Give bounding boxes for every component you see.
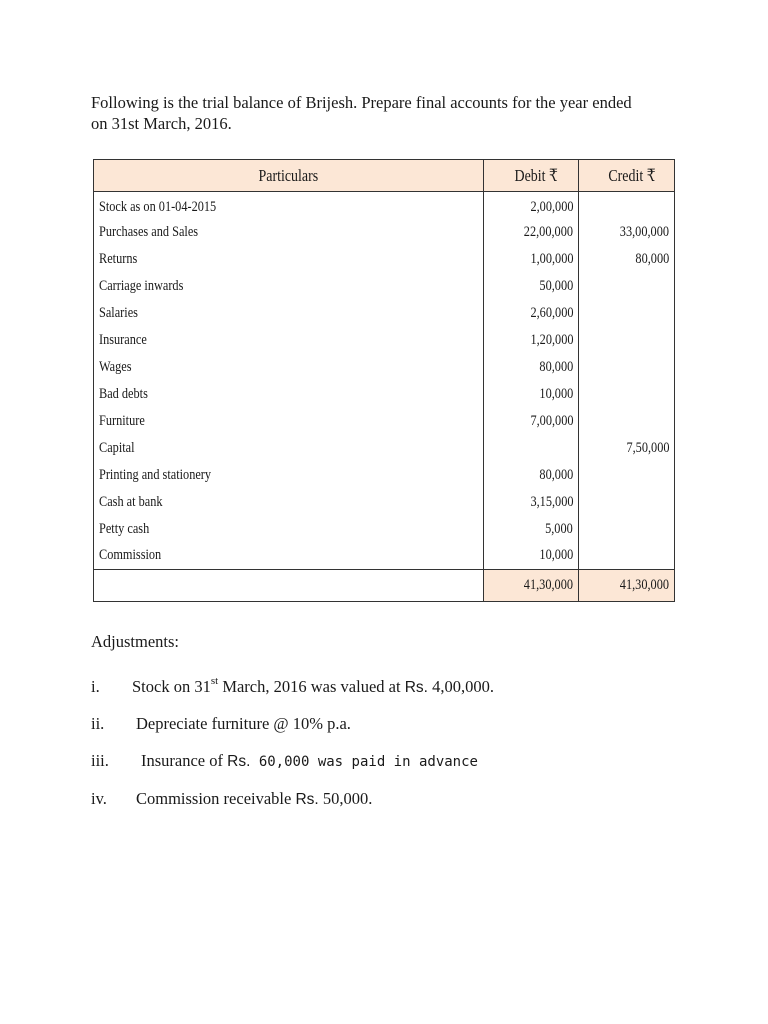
total-debit: 41,30,000 [484, 570, 579, 602]
row-credit: 80,000 [579, 246, 675, 273]
table-total-row [94, 570, 675, 602]
header-debit: Debit ₹ [484, 160, 579, 192]
row-debit: 2,60,000 [484, 300, 579, 327]
row-particular: Wages [94, 354, 484, 381]
row-particular: Cash at bank [94, 489, 484, 516]
intro-line-2: on 31st March, 2016. [91, 114, 232, 133]
row-particular: Insurance [94, 327, 484, 354]
row-credit: 33,00,000 [579, 219, 675, 246]
row-debit: 80,000 [484, 354, 579, 381]
row-particular: Salaries [94, 300, 484, 327]
adjustment-item-2: ii. Depreciate furniture @ 10% p.a. [91, 714, 351, 733]
adjustments-title: Adjustments: [91, 632, 180, 651]
table-row [94, 435, 675, 462]
row-credit [579, 354, 675, 381]
intro-paragraph [91, 92, 691, 134]
row-credit: 7,50,000 [579, 435, 675, 462]
adjustment-item-4: iv. Commission receivable Rs. 50,000. [91, 789, 373, 808]
table-row [94, 381, 675, 408]
total-credit: 41,30,000 [579, 570, 675, 602]
table-row [94, 192, 675, 219]
table-row [94, 273, 675, 300]
trial-balance-table [93, 159, 675, 602]
table-row [94, 462, 675, 489]
row-particular: Petty cash [94, 516, 484, 543]
table-row [94, 354, 675, 381]
row-particular: Stock as on 01-04-2015 [94, 192, 484, 219]
row-credit [579, 462, 675, 489]
row-particular: Capital [94, 435, 484, 462]
table-row [94, 516, 675, 543]
header-particulars: Particulars [94, 160, 484, 192]
row-credit [579, 516, 675, 543]
row-particular: Purchases and Sales [94, 219, 484, 246]
row-debit: 10,000 [484, 381, 579, 408]
row-debit: 80,000 [484, 462, 579, 489]
row-particular: Furniture [94, 408, 484, 435]
row-credit [579, 192, 675, 219]
intro-line-1: Following is the trial balance of Brijesh. Prepare final accounts for the year ended [91, 93, 632, 112]
table-row [94, 327, 675, 354]
row-credit [579, 381, 675, 408]
row-debit: 22,00,000 [484, 219, 579, 246]
row-particular: Returns [94, 246, 484, 273]
table-row [94, 219, 675, 246]
row-debit: 10,000 [484, 543, 579, 570]
row-credit [579, 327, 675, 354]
row-debit: 3,15,000 [484, 489, 579, 516]
row-debit: 5,000 [484, 516, 579, 543]
table-row [94, 489, 675, 516]
row-credit [579, 300, 675, 327]
row-debit [484, 435, 579, 462]
row-debit: 1,00,000 [484, 246, 579, 273]
row-particular: Commission [94, 543, 484, 570]
row-particular: Bad debts [94, 381, 484, 408]
table-row [94, 543, 675, 570]
table-row [94, 246, 675, 273]
row-credit [579, 408, 675, 435]
adjustment-item-1: i. Stock on 31st March, 2016 was valued at Rs. 4,00,000. [91, 675, 494, 696]
table-row [94, 300, 675, 327]
row-debit: 2,00,000 [484, 192, 579, 219]
table-row [94, 408, 675, 435]
adjustment-item-3: iii. Insurance of Rs. 60,000 was paid in advance [91, 751, 478, 770]
row-debit: 7,00,000 [484, 408, 579, 435]
total-label-cell [94, 570, 484, 602]
row-particular: Carriage inwards [94, 273, 484, 300]
header-credit: Credit ₹ [579, 160, 675, 192]
row-credit [579, 273, 675, 300]
row-particular: Printing and stationery [94, 462, 484, 489]
row-debit: 1,20,000 [484, 327, 579, 354]
table-header-row [94, 160, 675, 192]
row-debit: 50,000 [484, 273, 579, 300]
row-credit [579, 543, 675, 570]
row-credit [579, 489, 675, 516]
